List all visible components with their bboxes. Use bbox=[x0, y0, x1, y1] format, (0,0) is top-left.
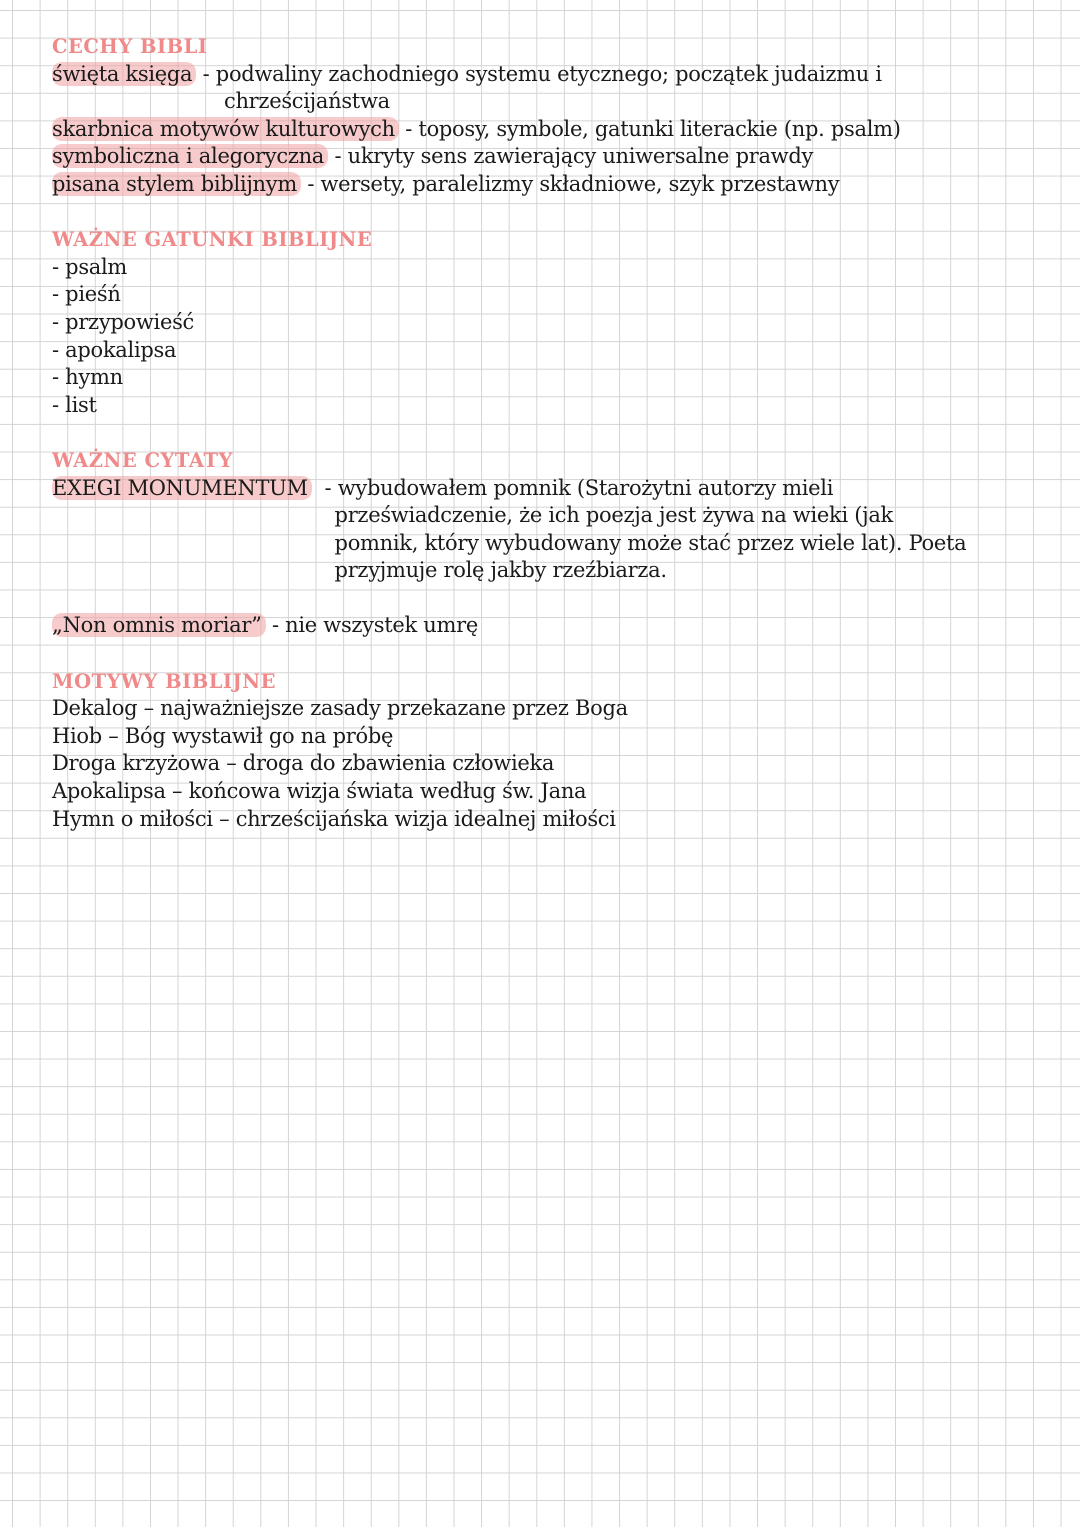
list-item: - apokalipsa bbox=[52, 337, 177, 362]
highlighted-term: pisana stylem biblijnym bbox=[52, 172, 301, 196]
list-item: Apokalipsa – końcowa wizja świata według św. Jana bbox=[52, 779, 587, 804]
section-heading-motywy: MOTYWY BIBLIJNE bbox=[52, 669, 276, 693]
list-item: - hymn bbox=[52, 365, 123, 390]
list-item: Droga krzyżowa – droga do zbawienia człowieka bbox=[52, 751, 555, 776]
list-item: - list bbox=[52, 392, 97, 417]
spacer bbox=[52, 419, 1052, 447]
term-description-continued: chrześcijaństwa bbox=[224, 89, 390, 114]
list-item: Hiob – Bóg wystawił go na próbę bbox=[52, 723, 394, 748]
highlighted-term: symboliczna i alegoryczna bbox=[52, 144, 328, 168]
spacer bbox=[52, 199, 1052, 227]
term-description: - nie wszystek umrę bbox=[271, 613, 478, 638]
quote-line: - wybudowałem pomnik (Starożytni autorzy mieli bbox=[324, 475, 834, 500]
list-item: - pieśń bbox=[52, 282, 121, 307]
list-item bbox=[52, 61, 1052, 89]
spacer bbox=[52, 640, 1052, 668]
spacer bbox=[52, 585, 1052, 613]
list-item: - psalm bbox=[52, 254, 128, 279]
quote-line: przeświadczenie, że ich poezja jest żywa na wieki (jak bbox=[334, 503, 893, 528]
section-heading-cechy: CECHY BIBLI bbox=[52, 35, 208, 58]
term-description: - wersety, paralelizmy składniowe, szyk przestawny bbox=[307, 171, 840, 196]
quote-line: przyjmuje rolę jakby rzeźbiarza. bbox=[334, 558, 667, 583]
highlighted-term: „Non omnis moriar” bbox=[52, 613, 266, 637]
section-heading-cytaty: WAŻNE CYTATY bbox=[52, 448, 233, 472]
term-description: - toposy, symbole, gatunki literackie (np. psalm) bbox=[405, 116, 901, 141]
term-description: - ukryty sens zawierający uniwersalne prawdy bbox=[334, 144, 814, 169]
quote-description bbox=[325, 475, 1025, 585]
list-item bbox=[52, 171, 1052, 199]
term-description: - podwaliny zachodniego systemu etycznego; początek judaizmu i bbox=[202, 61, 882, 86]
quote-entry bbox=[52, 475, 1052, 585]
list-item bbox=[52, 116, 1052, 144]
notes-page bbox=[52, 33, 1052, 833]
quote-line: pomnik, który wybudowany może stać przez wiele lat). Poeta bbox=[334, 530, 967, 555]
quote-entry bbox=[52, 612, 1052, 640]
section-heading-gatunki: WAŻNE GATUNKI BIBLIJNE bbox=[52, 228, 373, 252]
list-item bbox=[52, 143, 1052, 171]
list-item: Dekalog – najważniejsze zasady przekazane przez Boga bbox=[52, 696, 628, 721]
list-item: Hymn o miłości – chrześcijańska wizja idealnej miłości bbox=[52, 806, 616, 831]
highlighted-term: święta księga bbox=[52, 62, 196, 86]
highlighted-term: EXEGI MONUMENTUM bbox=[52, 476, 312, 500]
highlighted-term: skarbnica motywów kulturowych bbox=[52, 117, 399, 141]
list-item: - przypowieść bbox=[52, 309, 195, 334]
